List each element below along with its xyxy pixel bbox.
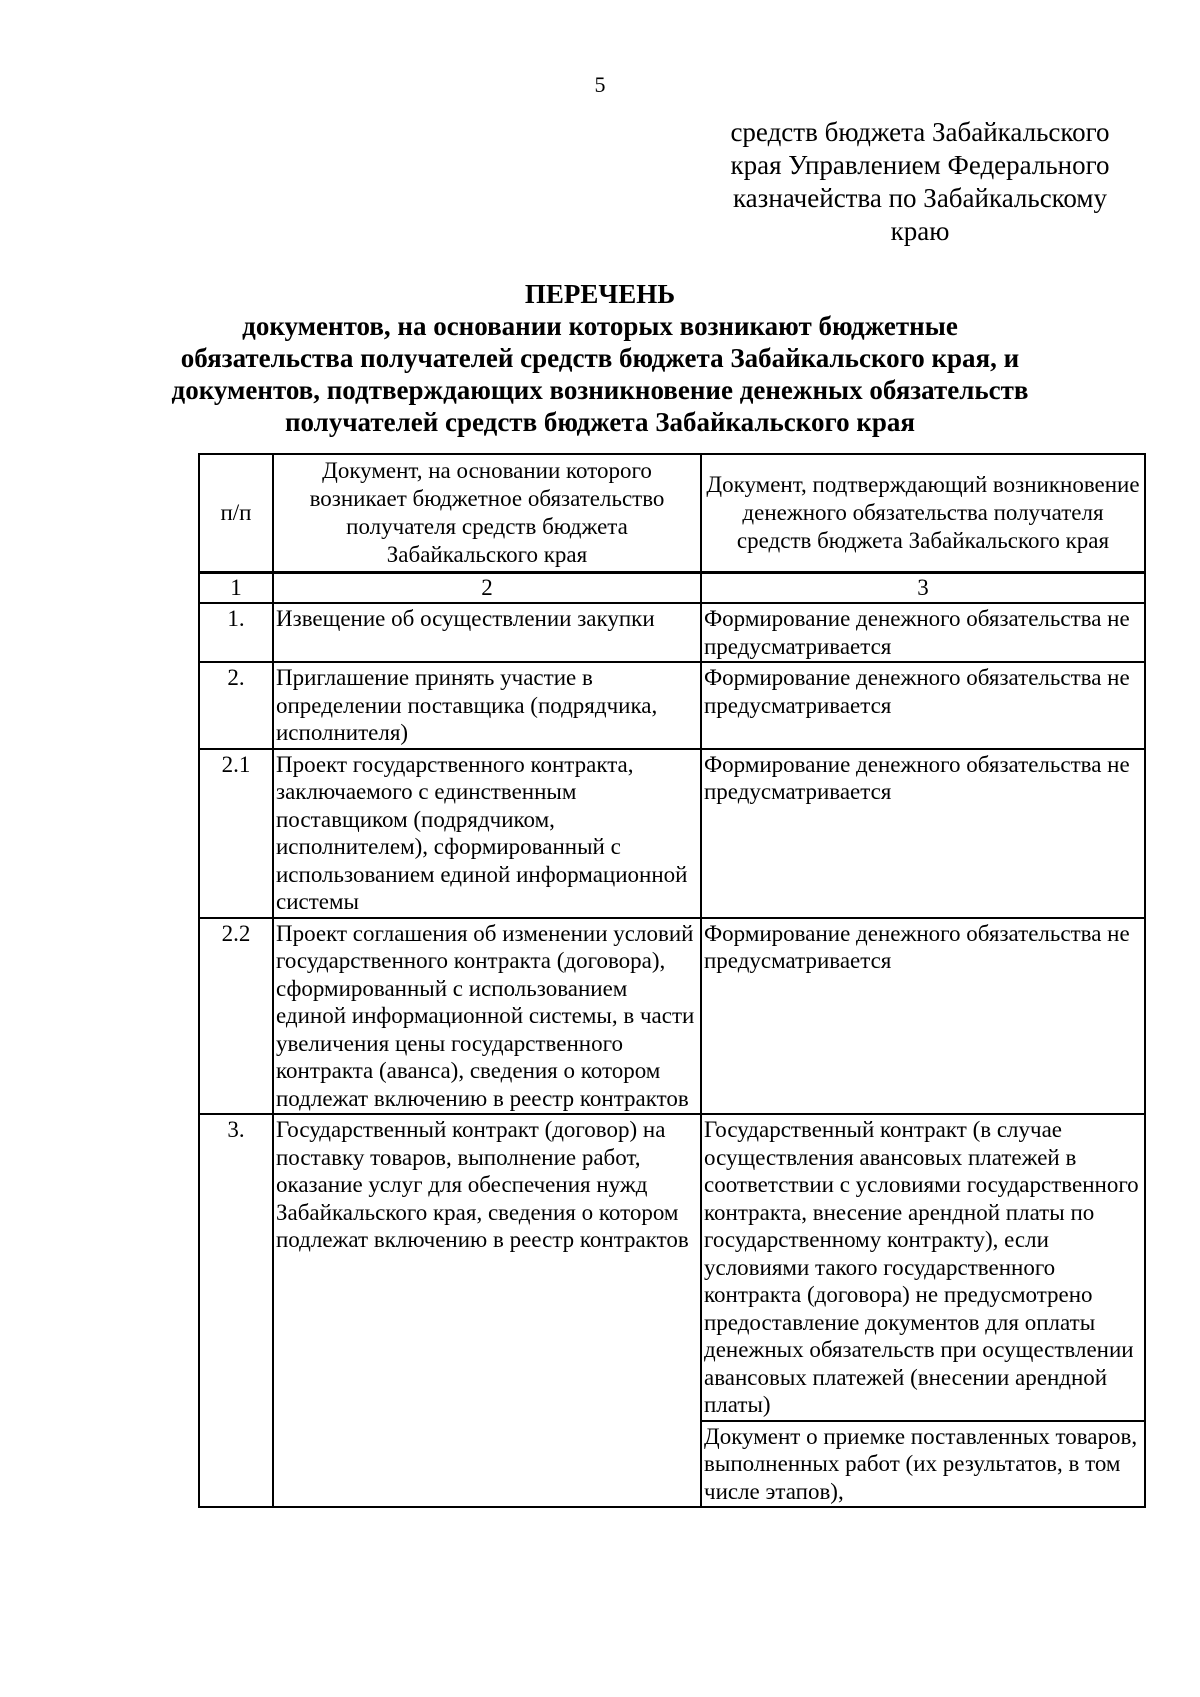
header-number: п/п <box>199 454 273 573</box>
column-number: 2 <box>273 573 701 604</box>
document-subtitle <box>0 310 1200 438</box>
column-numbers-row <box>199 573 1145 604</box>
recipient-block <box>700 116 1140 248</box>
header-basis-document: Документ, на основании которого возникает бюджетное обязательство получателя средств бюджета Забайкальского края <box>273 454 701 573</box>
table-header-row <box>199 454 1145 573</box>
header-confirming-document: Документ, подтверждающий возникновение денежного обязательства получателя средств бюджета Забайкальского края <box>701 454 1145 573</box>
subtitle-line: получателей средств бюджета Забайкальского края <box>284 407 916 437</box>
basis-cell: Проект соглашения об изменении условий государственного контракта (договора), сформированный с использованием единой информационной системы, в части увеличения цены государственного контракта (аванса), сведения о котором подлежат включению в реестр контрактов <box>273 918 701 1115</box>
confirm-cell: Формирование денежного обязательства не предусматривается <box>701 662 1145 749</box>
document-title: ПЕРЕЧЕНЬ <box>524 279 676 309</box>
document-title-block <box>0 278 1200 438</box>
recipient-line: края Управлением Федерального <box>730 150 1110 180</box>
table-row <box>199 1114 1145 1507</box>
recipient-line: средств бюджета Забайкальского <box>730 117 1110 147</box>
row-number: 2.1 <box>199 749 273 918</box>
table-row <box>199 662 1145 749</box>
recipient-line: краю <box>890 216 950 246</box>
confirm-cell-part: Документ о приемке поставленных товаров, выполненных работ (их результатов, в том числе этапов), <box>702 1420 1144 1507</box>
subtitle-line: документов, подтверждающих возникновение денежных обязательств <box>171 375 1029 405</box>
confirm-cell: Формирование денежного обязательства не предусматривается <box>701 603 1145 662</box>
table-row <box>199 918 1145 1115</box>
page-number: 5 <box>594 72 606 97</box>
subtitle-line: обязательства получателей средств бюджета Забайкальского края, и <box>180 343 1020 373</box>
confirm-cell <box>701 1114 1145 1507</box>
documents-table <box>198 453 1146 1508</box>
confirm-cell: Формирование денежного обязательства не предусматривается <box>701 749 1145 918</box>
column-number: 1 <box>199 573 273 604</box>
row-number: 3. <box>199 1114 273 1507</box>
row-number: 1. <box>199 603 273 662</box>
recipient-line: казначейства по Забайкальскому <box>732 183 1108 213</box>
subtitle-line: документов, на основании которых возникают бюджетные <box>242 311 958 341</box>
basis-cell: Государственный контракт (договор) на поставку товаров, выполнение работ, оказание услуг для обеспечения нужд Забайкальского края, сведения о котором подлежат включению в реестр контрактов <box>273 1114 701 1507</box>
row-number: 2.2 <box>199 918 273 1115</box>
row-number: 2. <box>199 662 273 749</box>
table-row <box>199 749 1145 918</box>
column-number: 3 <box>701 573 1145 604</box>
basis-cell: Извещение об осуществлении закупки <box>273 603 701 662</box>
basis-cell: Приглашение принять участие в определении поставщика (подрядчика, исполнителя) <box>273 662 701 749</box>
confirm-cell-part: Государственный контракт (в случае осуществления авансовых платежей в соответствии с условиями государственного контракта, внесение арендной платы по государственному контракту), если условиями такого государственного контракта (договора) не предусмотрено предоставление документов для оплаты денежных обязательств при осуществлении авансовых платежей (внесении арендной платы) <box>704 1117 1139 1417</box>
table-row <box>199 603 1145 662</box>
basis-cell: Проект государственного контракта, заключаемого с единственным поставщиком (подрядчиком, исполнителем), сформированный с использованием единой информационной системы <box>273 749 701 918</box>
confirm-cell: Формирование денежного обязательства не предусматривается <box>701 918 1145 1115</box>
